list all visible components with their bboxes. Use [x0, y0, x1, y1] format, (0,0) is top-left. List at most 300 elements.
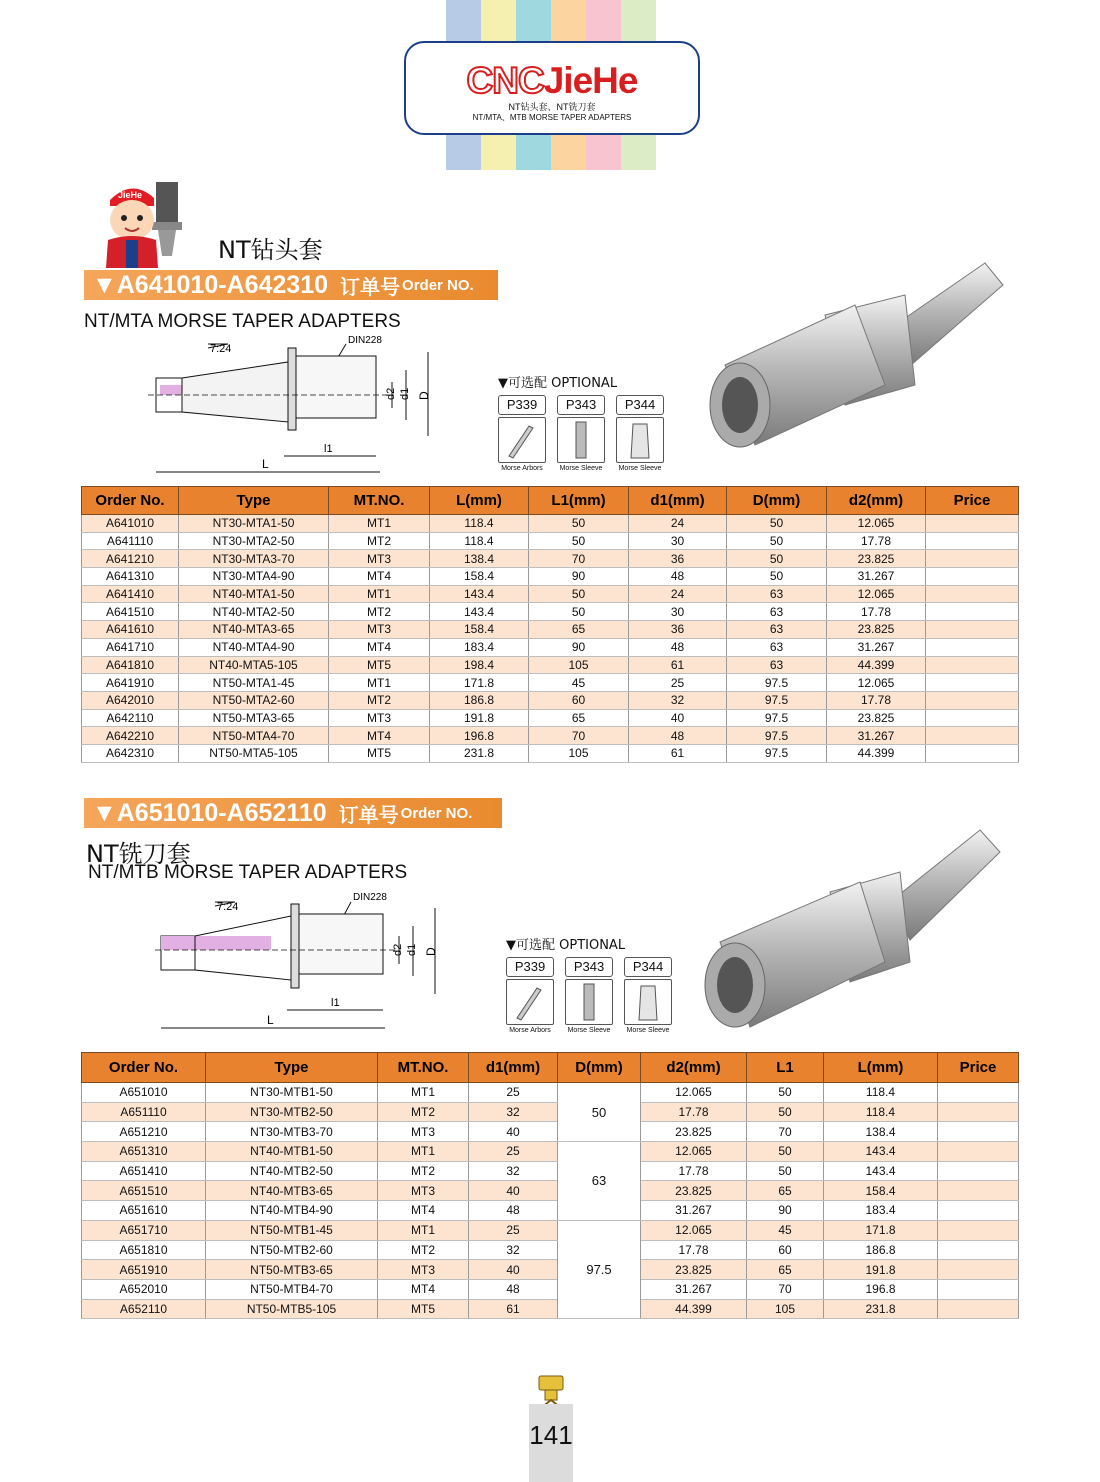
section2-technical-drawing	[155, 886, 455, 1036]
cell-price	[926, 585, 1019, 603]
cell-l1: 105	[747, 1299, 824, 1319]
cell-d1: 25	[469, 1142, 558, 1162]
cell-order-no: A641410	[82, 585, 179, 603]
optional-code: P344	[616, 395, 664, 415]
section2-order-zh: 订单号	[338, 802, 399, 827]
cell-price	[926, 568, 1019, 586]
cell-l: 118.4	[430, 532, 529, 550]
cell-l1: 105	[529, 744, 629, 762]
cell-type: NT30-MTB1-50	[206, 1083, 378, 1103]
cell-d2: 12.065	[827, 674, 926, 692]
table-row	[82, 1161, 1019, 1181]
cell-order-no: A651210	[82, 1122, 206, 1142]
section1-spec-table	[81, 486, 1019, 763]
dim-d1-label: d1	[406, 943, 418, 956]
cell-price	[938, 1220, 1019, 1240]
cell-l1: 105	[529, 656, 629, 674]
dim-D-label: D	[417, 391, 431, 400]
cell-D: 97.5	[558, 1220, 641, 1318]
cell-type: NT50-MTB2-60	[206, 1240, 378, 1260]
morse-sleeve-icon	[557, 417, 605, 463]
cell-mt-no: MT2	[378, 1240, 469, 1260]
table-row	[82, 674, 1019, 692]
cell-order-no: A652110	[82, 1299, 206, 1319]
cell-l1: 60	[529, 691, 629, 709]
cell-price	[938, 1142, 1019, 1162]
cell-l: 118.4	[824, 1083, 938, 1103]
table-row	[82, 744, 1019, 762]
table-row	[82, 1279, 1019, 1299]
cell-price	[926, 709, 1019, 727]
cell-order-no: A652010	[82, 1279, 206, 1299]
cell-l1: 50	[529, 532, 629, 550]
optional-label: Morse Sleeve	[618, 465, 662, 472]
cell-d2: 23.825	[827, 709, 926, 727]
cell-d2: 31.267	[827, 638, 926, 656]
col-header-l1: L1	[747, 1053, 824, 1083]
cell-d2: 12.065	[641, 1220, 747, 1240]
cell-l: 138.4	[430, 550, 529, 568]
cell-D: 50	[727, 550, 827, 568]
col-header-order-no: Order No.	[82, 1053, 206, 1083]
cell-d2: 12.065	[827, 585, 926, 603]
optional-label: Morse Sleeve	[626, 1027, 670, 1034]
cell-type: NT50-MTA1-45	[179, 674, 329, 692]
morse-sleeve-icon	[616, 417, 664, 463]
table-row	[82, 1102, 1019, 1122]
cell-l: 118.4	[430, 515, 529, 533]
cell-l1: 70	[529, 550, 629, 568]
header-subtitle-zh: NT钻头套、NT铣刀套	[508, 102, 596, 112]
cell-d1: 61	[629, 656, 727, 674]
table-header-row	[82, 1053, 1019, 1083]
section2-title-zh: NT铣刀套	[86, 840, 191, 868]
cell-d1: 30	[629, 532, 727, 550]
cell-type: NT30-MTA1-50	[179, 515, 329, 533]
cell-price	[926, 550, 1019, 568]
table-row	[82, 656, 1019, 674]
section1-title-en: NT/MTA MORSE TAPER ADAPTERS	[84, 311, 401, 332]
cell-l: 171.8	[824, 1220, 938, 1240]
col-header-price: Price	[926, 487, 1019, 515]
cell-mt-no: MT3	[329, 621, 430, 639]
dim-d1-label: d1	[399, 387, 411, 400]
cell-price	[938, 1299, 1019, 1319]
cell-price	[926, 656, 1019, 674]
cell-mt-no: MT2	[378, 1161, 469, 1181]
table-row	[82, 1299, 1019, 1319]
cell-l: 183.4	[824, 1201, 938, 1221]
cell-d1: 40	[629, 709, 727, 727]
cell-price	[926, 674, 1019, 692]
cell-order-no: A651310	[82, 1142, 206, 1162]
cell-type: NT40-MTB3-65	[206, 1181, 378, 1201]
section1-product-image	[695, 255, 1015, 455]
cell-type: NT50-MTA2-60	[179, 691, 329, 709]
dim-d2-label: d2	[385, 387, 397, 400]
cell-price	[926, 621, 1019, 639]
morse-arbor-icon	[498, 417, 546, 463]
taper-ratio-label: 7:24	[210, 343, 232, 355]
cell-type: NT40-MTA5-105	[179, 656, 329, 674]
cell-mt-no: MT1	[329, 585, 430, 603]
cell-d1: 36	[629, 550, 727, 568]
cell-d2: 31.267	[827, 568, 926, 586]
optional-item-p339[interactable]	[498, 395, 546, 472]
cell-mt-no: MT2	[378, 1102, 469, 1122]
cell-D: 97.5	[727, 691, 827, 709]
cell-d2: 31.267	[641, 1201, 747, 1221]
cell-l: 186.8	[824, 1240, 938, 1260]
cell-type: NT40-MTA1-50	[179, 585, 329, 603]
cell-d1: 24	[629, 585, 727, 603]
cell-mt-no: MT2	[329, 691, 430, 709]
table-header-row	[82, 487, 1019, 515]
cell-l1: 90	[747, 1201, 824, 1221]
cell-order-no: A642310	[82, 744, 179, 762]
dim-l1-label: l1	[324, 443, 333, 455]
cell-mt-no: MT1	[378, 1220, 469, 1240]
cell-price	[926, 691, 1019, 709]
cell-D: 97.5	[727, 744, 827, 762]
cell-price	[926, 515, 1019, 533]
cell-mt-no: MT5	[378, 1299, 469, 1319]
cell-mt-no: MT1	[329, 674, 430, 692]
section2-order-code: ▼A651010-A652110	[92, 798, 327, 827]
cell-type: NT50-MTA5-105	[179, 744, 329, 762]
cell-order-no: A642010	[82, 691, 179, 709]
cell-l: 143.4	[824, 1161, 938, 1181]
cell-d2: 44.399	[827, 744, 926, 762]
cell-d2: 23.825	[641, 1122, 747, 1142]
cell-l: 198.4	[430, 656, 529, 674]
cell-order-no: A651010	[82, 1083, 206, 1103]
col-header-mt-no: MT.NO.	[329, 487, 430, 515]
cell-d1: 32	[469, 1102, 558, 1122]
cell-l: 158.4	[430, 621, 529, 639]
cell-type: NT40-MTB4-90	[206, 1201, 378, 1221]
cell-d2: 23.825	[641, 1260, 747, 1280]
cell-l1: 65	[747, 1181, 824, 1201]
cell-price	[938, 1240, 1019, 1260]
cell-order-no: A641610	[82, 621, 179, 639]
cell-l1: 90	[529, 568, 629, 586]
col-header-type: Type	[206, 1053, 378, 1083]
optional-item-p344[interactable]	[624, 957, 672, 1034]
cell-d1: 32	[629, 691, 727, 709]
cell-mt-no: MT2	[329, 532, 430, 550]
cell-type: NT40-MTA3-65	[179, 621, 329, 639]
cell-price	[938, 1279, 1019, 1299]
dim-d2-label: d2	[392, 943, 404, 956]
cell-d2: 31.267	[827, 727, 926, 745]
cell-d2: 17.78	[827, 603, 926, 621]
cell-l1: 45	[747, 1220, 824, 1240]
cell-l: 158.4	[430, 568, 529, 586]
cell-mt-no: MT4	[329, 727, 430, 745]
cell-price	[926, 638, 1019, 656]
cell-d2: 44.399	[827, 656, 926, 674]
cell-mt-no: MT4	[378, 1279, 469, 1299]
cell-mt-no: MT1	[378, 1142, 469, 1162]
cell-D: 50	[727, 532, 827, 550]
table-row	[82, 603, 1019, 621]
table-row	[82, 638, 1019, 656]
cell-l: 143.4	[824, 1142, 938, 1162]
cell-D: 97.5	[727, 674, 827, 692]
table-row	[82, 550, 1019, 568]
cell-order-no: A651710	[82, 1220, 206, 1240]
cell-mt-no: MT5	[329, 744, 430, 762]
cell-d1: 48	[629, 727, 727, 745]
din-label: DIN228	[348, 335, 382, 346]
cell-d1: 40	[469, 1181, 558, 1201]
table-row	[82, 621, 1019, 639]
cell-d1: 32	[469, 1240, 558, 1260]
mascot-icon	[96, 176, 196, 268]
optional-label: Morse Arbors	[509, 1027, 551, 1034]
cell-l: 191.8	[430, 709, 529, 727]
table-row	[82, 727, 1019, 745]
cell-type: NT30-MTA4-90	[179, 568, 329, 586]
cell-l1: 70	[747, 1279, 824, 1299]
cell-d2: 23.825	[827, 550, 926, 568]
cell-order-no: A641710	[82, 638, 179, 656]
cell-type: NT30-MTB3-70	[206, 1122, 378, 1142]
table-row	[82, 1220, 1019, 1240]
cell-d1: 36	[629, 621, 727, 639]
cell-mt-no: MT3	[378, 1260, 469, 1280]
col-header-price: Price	[938, 1053, 1019, 1083]
cell-D: 63	[727, 656, 827, 674]
cell-D: 97.5	[727, 709, 827, 727]
cell-l1: 50	[747, 1142, 824, 1162]
cell-l: 186.8	[430, 691, 529, 709]
cell-order-no: A651610	[82, 1201, 206, 1221]
optional-code: P343	[557, 395, 605, 415]
cell-order-no: A642210	[82, 727, 179, 745]
cell-D: 50	[727, 568, 827, 586]
morse-arbor-icon	[506, 979, 554, 1025]
cell-d2: 31.267	[641, 1279, 747, 1299]
cell-mt-no: MT2	[329, 603, 430, 621]
cell-order-no: A641510	[82, 603, 179, 621]
optional-label: Morse Sleeve	[559, 465, 603, 472]
cell-d1: 32	[469, 1161, 558, 1181]
cell-l1: 70	[747, 1122, 824, 1142]
cell-l1: 50	[529, 603, 629, 621]
cell-l1: 50	[529, 585, 629, 603]
section1-order-code: ▼A641010-A642310	[92, 270, 329, 299]
table-row	[82, 709, 1019, 727]
dim-l1-label: l1	[331, 997, 340, 1009]
cell-d1: 40	[469, 1122, 558, 1142]
section1-order-bar	[84, 270, 498, 300]
cell-D: 97.5	[727, 727, 827, 745]
optional-item-p343[interactable]	[557, 395, 605, 472]
cell-d1: 30	[629, 603, 727, 621]
cell-d2: 17.78	[641, 1161, 747, 1181]
cell-l1: 45	[529, 674, 629, 692]
table-row	[82, 1083, 1019, 1103]
cell-type: NT40-MTB2-50	[206, 1161, 378, 1181]
optional-heading: ▼可选配 OPTIONAL	[506, 938, 626, 953]
col-header-d2: d2(mm)	[641, 1053, 747, 1083]
optional-code: P339	[506, 957, 554, 977]
cell-d2: 44.399	[641, 1299, 747, 1319]
cell-d2: 23.825	[641, 1181, 747, 1201]
cell-d1: 48	[469, 1279, 558, 1299]
cell-mt-no: MT4	[378, 1201, 469, 1221]
col-header-l: L(mm)	[824, 1053, 938, 1083]
cell-price	[926, 603, 1019, 621]
cell-d2: 12.065	[641, 1083, 747, 1103]
table-row	[82, 1240, 1019, 1260]
cell-l1: 50	[747, 1083, 824, 1103]
optional-item-p343[interactable]	[565, 957, 613, 1034]
cell-l1: 50	[747, 1161, 824, 1181]
section2-order-bar	[84, 798, 502, 828]
col-header-l: L(mm)	[430, 487, 529, 515]
section1-optional	[498, 372, 668, 472]
cell-order-no: A651110	[82, 1102, 206, 1122]
col-header-D: D(mm)	[558, 1053, 641, 1083]
cell-l: 183.4	[430, 638, 529, 656]
cell-type: NT50-MTB3-65	[206, 1260, 378, 1280]
cell-d1: 25	[469, 1220, 558, 1240]
cell-type: NT50-MTB5-105	[206, 1299, 378, 1319]
brand-logo	[406, 61, 698, 101]
col-header-d1: d1(mm)	[629, 487, 727, 515]
cell-D: 50	[558, 1083, 641, 1142]
cell-order-no: A641810	[82, 656, 179, 674]
cell-type: NT40-MTA2-50	[179, 603, 329, 621]
table-row	[82, 1122, 1019, 1142]
cell-l1: 90	[529, 638, 629, 656]
cell-d1: 61	[469, 1299, 558, 1319]
header-subtitle-en: NT/MTA、MTB MORSE TAPER ADAPTERS	[472, 113, 632, 122]
cell-price	[938, 1260, 1019, 1280]
cell-mt-no: MT1	[378, 1083, 469, 1103]
cell-type: NT50-MTB4-70	[206, 1279, 378, 1299]
optional-code: P343	[565, 957, 613, 977]
cell-l: 143.4	[430, 585, 529, 603]
cell-D: 50	[727, 515, 827, 533]
cell-d2: 17.78	[641, 1240, 747, 1260]
cell-type: NT30-MTB2-50	[206, 1102, 378, 1122]
section2-spec-table	[81, 1052, 1019, 1319]
morse-sleeve-icon	[624, 979, 672, 1025]
section2-title-en: NT/MTB MORSE TAPER ADAPTERS	[88, 862, 408, 883]
brand-logo-box	[404, 41, 700, 135]
cell-d1: 24	[629, 515, 727, 533]
cell-l: 118.4	[824, 1102, 938, 1122]
optional-item-p339[interactable]	[506, 957, 554, 1034]
table-row	[82, 568, 1019, 586]
cell-l: 231.8	[824, 1299, 938, 1319]
cell-l: 196.8	[824, 1279, 938, 1299]
cell-order-no: A651510	[82, 1181, 206, 1201]
cell-price	[938, 1102, 1019, 1122]
section2-product-image	[690, 822, 1010, 1042]
cell-d2: 17.78	[827, 532, 926, 550]
col-header-D: D(mm)	[727, 487, 827, 515]
cell-l: 143.4	[430, 603, 529, 621]
cell-type: NT40-MTB1-50	[206, 1142, 378, 1162]
cell-d2: 12.065	[641, 1142, 747, 1162]
section1-table-body	[82, 515, 1019, 763]
cell-order-no: A642110	[82, 709, 179, 727]
cell-l1: 65	[529, 709, 629, 727]
cell-d1: 25	[469, 1083, 558, 1103]
col-header-mt-no: MT.NO.	[378, 1053, 469, 1083]
table-row	[82, 691, 1019, 709]
cell-l1: 50	[747, 1102, 824, 1122]
cell-d1: 61	[629, 744, 727, 762]
optional-label: Morse Sleeve	[567, 1027, 611, 1034]
section2-order-en: Order NO.	[400, 804, 473, 822]
cell-type: NT50-MTA3-65	[179, 709, 329, 727]
cell-D: 63	[727, 603, 827, 621]
cell-mt-no: MT1	[329, 515, 430, 533]
dim-D-label: D	[424, 947, 438, 956]
table-row	[82, 585, 1019, 603]
cell-d2: 17.78	[827, 691, 926, 709]
optional-code: P339	[498, 395, 546, 415]
cell-order-no: A641910	[82, 674, 179, 692]
cell-order-no: A651810	[82, 1240, 206, 1260]
cell-mt-no: MT4	[329, 568, 430, 586]
cell-mt-no: MT3	[329, 550, 430, 568]
cell-d1: 48	[469, 1201, 558, 1221]
cell-d2: 12.065	[827, 515, 926, 533]
cell-mt-no: MT4	[329, 638, 430, 656]
cell-l1: 70	[529, 727, 629, 745]
cell-l1: 50	[529, 515, 629, 533]
cell-price	[926, 727, 1019, 745]
table-row	[82, 515, 1019, 533]
section2-optional	[506, 934, 676, 1034]
optional-item-p344[interactable]	[616, 395, 664, 472]
section1-title-zh: NT钻头套	[218, 236, 323, 264]
cell-type: NT50-MTB1-45	[206, 1220, 378, 1240]
cell-order-no: A641210	[82, 550, 179, 568]
cell-type: NT50-MTA4-70	[179, 727, 329, 745]
cell-D: 63	[558, 1142, 641, 1221]
cell-price	[938, 1161, 1019, 1181]
cell-mt-no: MT3	[378, 1181, 469, 1201]
cell-price	[926, 532, 1019, 550]
din-label: DIN228	[353, 892, 387, 903]
cell-order-no: A651910	[82, 1260, 206, 1280]
cell-order-no: A641110	[82, 532, 179, 550]
cell-price	[938, 1122, 1019, 1142]
cell-mt-no: MT3	[378, 1122, 469, 1142]
cell-type: NT30-MTA2-50	[179, 532, 329, 550]
cell-l: 191.8	[824, 1260, 938, 1280]
cell-order-no: A641010	[82, 515, 179, 533]
cell-d1: 40	[469, 1260, 558, 1280]
section1-order-en: Order NO.	[402, 276, 474, 294]
optional-code: P344	[624, 957, 672, 977]
cell-l1: 65	[529, 621, 629, 639]
table-row	[82, 1142, 1019, 1162]
optional-heading: ▼可选配 OPTIONAL	[498, 376, 618, 391]
cell-order-no: A651410	[82, 1161, 206, 1181]
cell-price	[926, 744, 1019, 762]
dim-L-label: L	[267, 1013, 274, 1027]
cell-l: 196.8	[430, 727, 529, 745]
